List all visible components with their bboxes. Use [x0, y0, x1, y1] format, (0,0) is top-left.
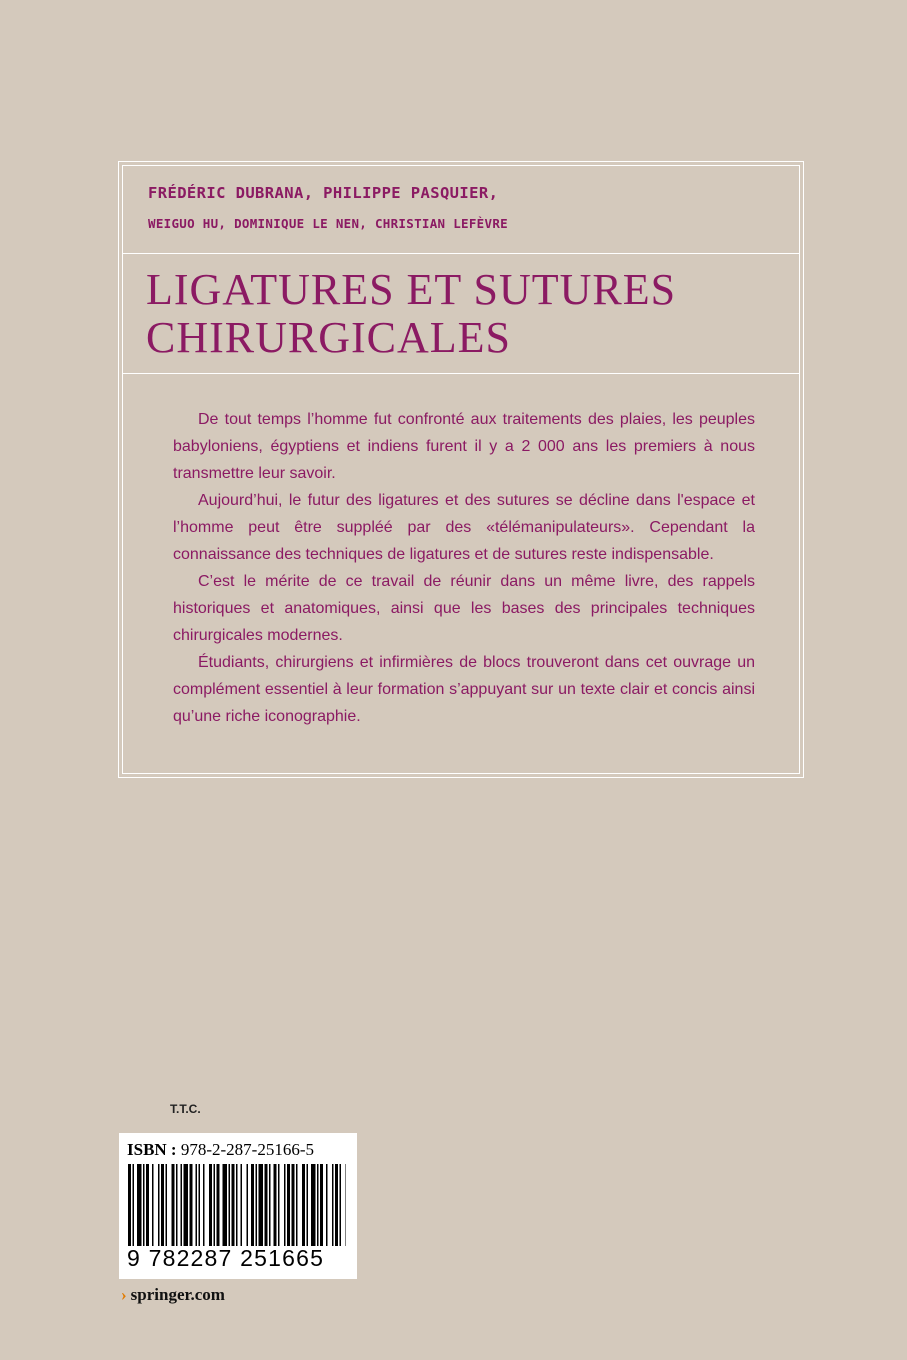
barcode-bar	[196, 1164, 198, 1246]
blurb	[173, 406, 755, 730]
blurb-paragraph: Étudiants, chirurgiens et infirmières de blocs trouveront dans cet ouvrage un complément essentiel à leur formation s’appuyant sur un texte clair et concis ainsi qu’une riche iconographie.	[173, 654, 755, 725]
barcode-bar	[251, 1164, 254, 1246]
barcode-bar	[302, 1164, 305, 1246]
barcode-bar	[176, 1164, 178, 1246]
authors-line-2: WEIGUO HU, DOMINIQUE LE NEN, CHRISTIAN LEFÈVRE	[148, 216, 508, 231]
barcode-bar	[346, 1164, 347, 1246]
barcode-bar	[307, 1164, 309, 1246]
barcode-bar	[209, 1164, 212, 1246]
barcode-bar	[335, 1164, 338, 1246]
barcode-bar	[317, 1164, 319, 1246]
barcode-bar	[217, 1164, 220, 1246]
barcode-bar	[133, 1164, 135, 1246]
barcode-bar	[229, 1164, 231, 1246]
barcode-bar	[284, 1164, 286, 1246]
isbn-label: ISBN :	[127, 1140, 177, 1159]
barcode-bar	[256, 1164, 258, 1246]
barcode-bar	[146, 1164, 149, 1246]
barcode-bar	[184, 1164, 189, 1246]
isbn-value: 978-2-287-25166-5	[180, 1140, 315, 1159]
blurb-paragraph: De tout temps l’homme fut confronté aux traitements des plaies, les peuples babyloniens, égyptiens et indiens furent il y a 2 000 ans les premiers à nous transmettre leur savoir.	[173, 411, 755, 482]
chevron-right-icon: ›	[121, 1285, 127, 1304]
book-title	[146, 266, 786, 362]
blurb-paragraph: C’est le mérite de ce travail de réunir dans un même livre, des rappels historiques et anatomiques, ainsi que les bases des principales techniques chirurgicales modernes.	[173, 573, 755, 644]
book-title-line-2: CHIRURGICALES	[146, 313, 512, 362]
barcode-graphic	[128, 1164, 348, 1246]
barcode-bar	[278, 1164, 280, 1246]
isbn-text	[127, 1140, 314, 1160]
frame-divider-bottom	[123, 373, 799, 374]
barcode-bar	[161, 1164, 164, 1246]
ttc-label: T.T.C.	[170, 1102, 201, 1116]
barcode-bar	[190, 1164, 193, 1246]
barcode-bar	[214, 1164, 216, 1246]
blurb-paragraph: Aujourd’hui, le futur des ligatures et des sutures se décline dans l'espace et l’homme peut être suppléé par des «télémanipulateurs». Cependant la connaissance des techniques de ligatures et de sutures reste indispensable.	[173, 492, 755, 563]
barcode-bar	[296, 1164, 298, 1246]
barcode-bar	[340, 1164, 342, 1246]
barcode-bar	[265, 1164, 268, 1246]
barcode-bar	[166, 1164, 168, 1246]
barcode-bar	[326, 1164, 328, 1246]
barcode-panel	[119, 1133, 357, 1279]
barcode-bar	[137, 1164, 142, 1246]
barcode-bar	[311, 1164, 316, 1246]
barcode-bar	[143, 1164, 145, 1246]
barcode-bar	[241, 1164, 243, 1246]
barcode-bar	[247, 1164, 249, 1246]
frame-divider-top	[123, 253, 799, 254]
publisher-link[interactable]	[121, 1285, 225, 1305]
cover-frame	[118, 161, 804, 778]
barcode-bar	[259, 1164, 264, 1246]
book-title-line-1: LIGATURES ET SUTURES	[146, 265, 677, 314]
barcode-bar	[223, 1164, 228, 1246]
barcode-bar	[203, 1164, 205, 1246]
barcode-bar	[236, 1164, 238, 1246]
barcode-bar	[232, 1164, 235, 1246]
barcode-bar	[152, 1164, 154, 1246]
authors-line-1: FRÉDÉRIC DUBRANA, PHILIPPE PASQUIER,	[148, 184, 499, 202]
barcode-bar	[269, 1164, 271, 1246]
barcode-bar	[320, 1164, 323, 1246]
barcode-bar	[158, 1164, 160, 1246]
barcode-bar	[181, 1164, 183, 1246]
barcode-bar	[172, 1164, 175, 1246]
publisher-url: springer.com	[130, 1285, 225, 1304]
barcode-bar	[274, 1164, 277, 1246]
barcode-bar	[128, 1164, 131, 1246]
cover-frame-inner	[122, 165, 800, 774]
barcode-bar	[332, 1164, 334, 1246]
barcode-digits: 9 782287 251665	[127, 1245, 325, 1271]
barcode-bar	[287, 1164, 290, 1246]
barcode-bar	[292, 1164, 295, 1246]
barcode-bar	[199, 1164, 201, 1246]
